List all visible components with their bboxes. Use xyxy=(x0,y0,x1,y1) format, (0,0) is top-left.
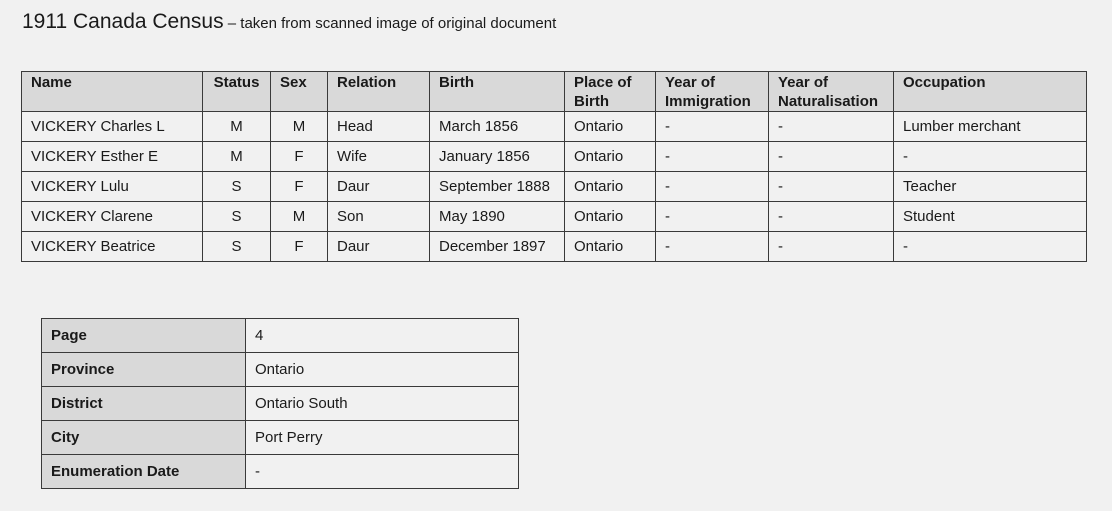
header-year-of-naturalisation: Year of Naturalisation xyxy=(769,72,894,112)
info-row-district xyxy=(42,387,519,421)
table-row xyxy=(22,142,1087,172)
cell-name: VICKERY Beatrice xyxy=(22,232,203,262)
info-value-page: 4 xyxy=(246,319,519,353)
info-label-page: Page xyxy=(42,319,246,353)
cell-year-of-immigration: - xyxy=(656,232,769,262)
cell-year-of-naturalisation: - xyxy=(769,112,894,142)
cell-status: M xyxy=(203,112,271,142)
cell-place-of-birth: Ontario xyxy=(565,202,656,232)
info-row-page xyxy=(42,319,519,353)
info-row-province xyxy=(42,353,519,387)
info-row-enumeration-date xyxy=(42,455,519,489)
cell-sex: M xyxy=(271,112,328,142)
cell-relation: Wife xyxy=(328,142,430,172)
page-title xyxy=(22,10,556,34)
cell-year-of-immigration: - xyxy=(656,142,769,172)
cell-sex: M xyxy=(271,202,328,232)
cell-occupation: Student xyxy=(894,202,1087,232)
title-subtitle: – taken from scanned image of original document xyxy=(223,15,557,32)
cell-relation: Daur xyxy=(328,232,430,262)
info-label-district: District xyxy=(42,387,246,421)
cell-year-of-immigration: - xyxy=(656,172,769,202)
cell-place-of-birth: Ontario xyxy=(565,172,656,202)
header-sex: Sex xyxy=(271,72,328,112)
cell-birth: December 1897 xyxy=(430,232,565,262)
cell-occupation: Teacher xyxy=(894,172,1087,202)
cell-relation: Son xyxy=(328,202,430,232)
cell-birth: May 1890 xyxy=(430,202,565,232)
info-row-city xyxy=(42,421,519,455)
cell-birth: January 1856 xyxy=(430,142,565,172)
header-status: Status xyxy=(203,72,271,112)
table-row xyxy=(22,112,1087,142)
cell-sex: F xyxy=(271,172,328,202)
info-label-city: City xyxy=(42,421,246,455)
cell-sex: F xyxy=(271,232,328,262)
header-relation: Relation xyxy=(328,72,430,112)
cell-occupation: - xyxy=(894,232,1087,262)
info-value-city: Port Perry xyxy=(246,421,519,455)
table-row xyxy=(22,202,1087,232)
census-table xyxy=(21,71,1087,262)
info-value-district: Ontario South xyxy=(246,387,519,421)
cell-place-of-birth: Ontario xyxy=(565,232,656,262)
cell-year-of-naturalisation: - xyxy=(769,172,894,202)
cell-year-of-naturalisation: - xyxy=(769,202,894,232)
info-value-enumeration-date: - xyxy=(246,455,519,489)
header-year-of-immigration: Year of Immigration xyxy=(656,72,769,112)
header-birth: Birth xyxy=(430,72,565,112)
cell-occupation: Lumber merchant xyxy=(894,112,1087,142)
cell-name: VICKERY Esther E xyxy=(22,142,203,172)
info-label-enumeration-date: Enumeration Date xyxy=(42,455,246,489)
header-place-of-birth: Place of Birth xyxy=(565,72,656,112)
info-value-province: Ontario xyxy=(246,353,519,387)
cell-year-of-immigration: - xyxy=(656,112,769,142)
header-occupation: Occupation xyxy=(894,72,1087,112)
cell-year-of-naturalisation: - xyxy=(769,232,894,262)
cell-status: S xyxy=(203,172,271,202)
info-label-province: Province xyxy=(42,353,246,387)
cell-name: VICKERY Clarene xyxy=(22,202,203,232)
table-row xyxy=(22,172,1087,202)
cell-status: M xyxy=(203,142,271,172)
title-main: 1911 Canada Census xyxy=(22,10,224,33)
cell-sex: F xyxy=(271,142,328,172)
cell-status: S xyxy=(203,232,271,262)
cell-place-of-birth: Ontario xyxy=(565,112,656,142)
table-row xyxy=(22,232,1087,262)
cell-year-of-naturalisation: - xyxy=(769,142,894,172)
record-info-table xyxy=(41,318,519,489)
cell-occupation: - xyxy=(894,142,1087,172)
cell-name: VICKERY Lulu xyxy=(22,172,203,202)
header-name: Name xyxy=(22,72,203,112)
cell-year-of-immigration: - xyxy=(656,202,769,232)
cell-place-of-birth: Ontario xyxy=(565,142,656,172)
cell-birth: March 1856 xyxy=(430,112,565,142)
census-header-row xyxy=(22,72,1087,112)
cell-relation: Head xyxy=(328,112,430,142)
cell-birth: September 1888 xyxy=(430,172,565,202)
cell-name: VICKERY Charles L xyxy=(22,112,203,142)
cell-relation: Daur xyxy=(328,172,430,202)
cell-status: S xyxy=(203,202,271,232)
